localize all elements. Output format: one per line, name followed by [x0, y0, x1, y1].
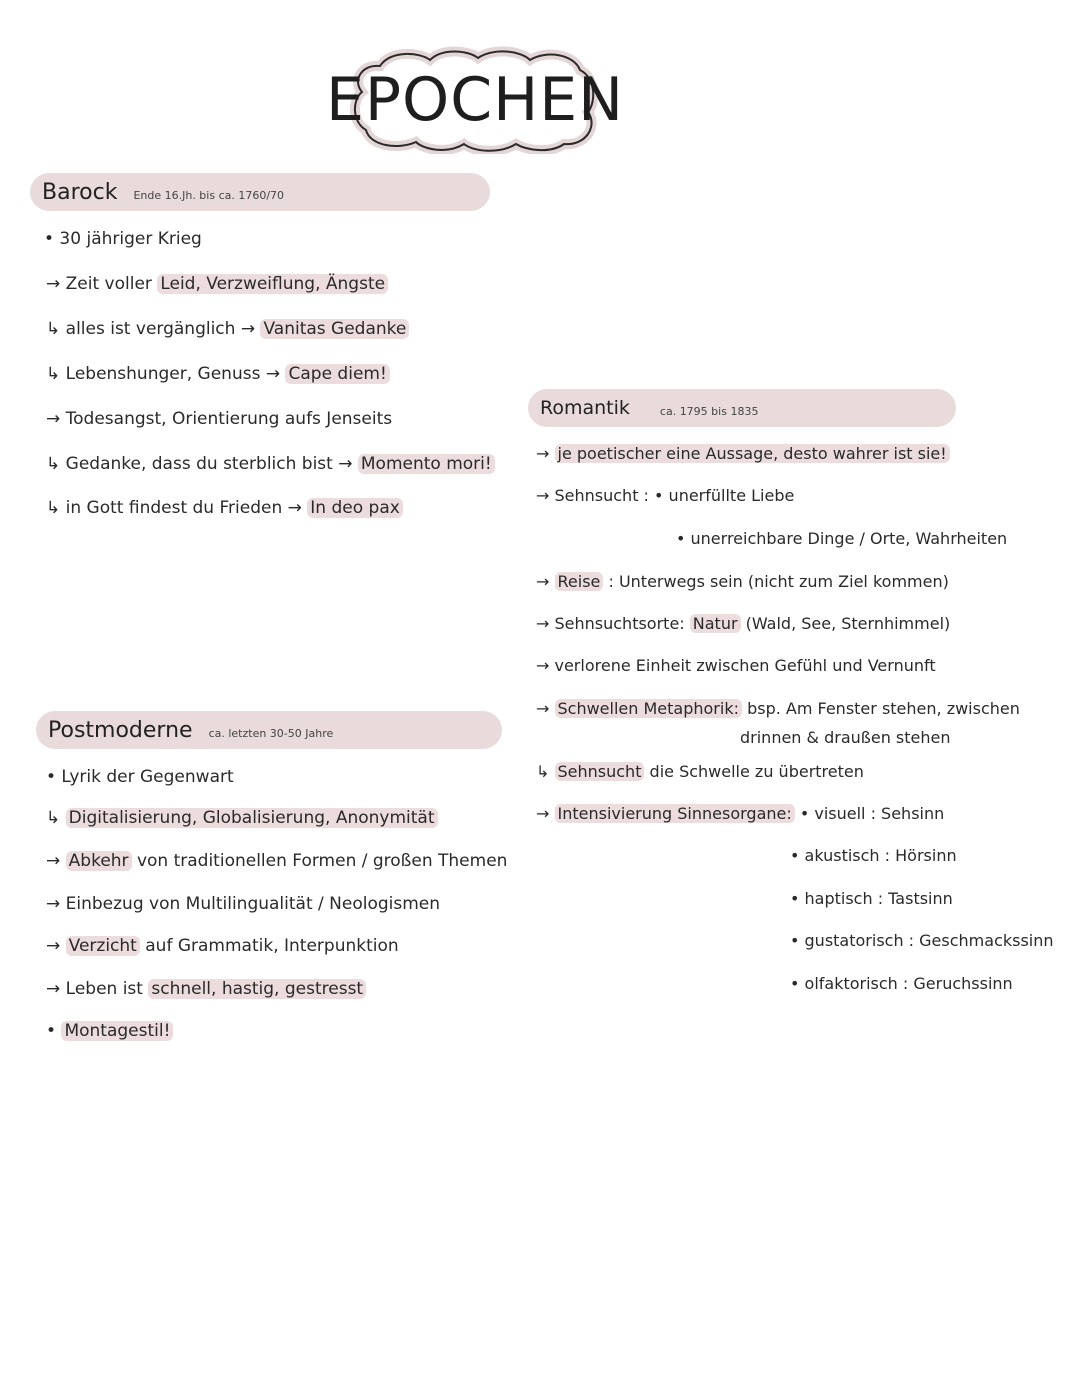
note-text: die Schwelle zu übertreten — [644, 762, 864, 781]
highlighted-text: Natur — [690, 614, 741, 633]
romantik-date: ca. 1795 bis 1835 — [659, 404, 759, 418]
romantik-note-line — [536, 656, 936, 675]
romantik-note-line — [536, 486, 794, 505]
romantik-note-line — [790, 974, 1013, 993]
note-text: → Einbezug von Multilingualität / Neologismen — [46, 894, 441, 914]
postmoderne-note-line — [46, 767, 234, 787]
note-text: ↳ — [536, 762, 555, 781]
barock-note-line — [46, 319, 409, 339]
note-text: • olfaktorisch : Geruchssinn — [790, 974, 1013, 993]
note-text: → — [536, 804, 555, 823]
note-text: → verlorene Einheit zwischen Gefühl und Vernunft — [536, 656, 936, 675]
postmoderne-note-line — [46, 1021, 173, 1041]
barock-note-line — [46, 274, 388, 294]
romantik-title: Romantik — [540, 397, 630, 419]
highlighted-text: Sehnsucht — [555, 762, 645, 781]
postmoderne-header — [36, 711, 502, 749]
romantik-note-line — [536, 614, 950, 633]
highlighted-text: Schwellen Metaphorik: — [555, 699, 742, 718]
romantik-header — [528, 389, 956, 427]
romantik-note-line — [740, 728, 951, 747]
romantik-note-line — [536, 572, 949, 591]
note-text: • akustisch : Hörsinn — [790, 846, 957, 865]
highlighted-text: je poetischer eine Aussage, desto wahrer ist sie! — [555, 444, 950, 463]
barock-note-line — [46, 498, 403, 518]
note-text: ↳ — [46, 808, 66, 828]
note-text: (Wald, See, Sternhimmel) — [740, 614, 951, 633]
note-text: → — [536, 572, 555, 591]
romantik-note-line — [790, 846, 957, 865]
note-text: • visuell : Sehsinn — [794, 804, 945, 823]
note-text: → Todesangst, Orientierung aufs Jenseits — [46, 409, 393, 429]
highlighted-text: Montagestil! — [61, 1021, 173, 1041]
page-title: EPOCHEN — [325, 65, 625, 135]
barock-note-line — [46, 409, 392, 429]
postmoderne-note-line — [46, 936, 399, 956]
note-text: → — [536, 444, 555, 463]
highlighted-text: Leid, Verzweiflung, Ängste — [157, 274, 388, 294]
note-text: • unerreichbare Dinge / Orte, Wahrheiten — [676, 529, 1008, 548]
highlighted-text: Reise — [555, 572, 604, 591]
postmoderne-note-line — [46, 894, 440, 914]
highlighted-text: Momento mori! — [358, 454, 495, 474]
postmoderne-date: ca. letzten 30-50 Jahre — [208, 726, 334, 740]
highlighted-text: Verzicht — [66, 936, 140, 956]
barock-date: Ende 16.Jh. bis ca. 1760/70 — [133, 188, 285, 202]
note-text: • gustatorisch : Geschmackssinn — [790, 931, 1054, 950]
highlighted-text: In deo pax — [307, 498, 403, 518]
romantik-note-line — [536, 804, 944, 823]
highlighted-text: Cape diem! — [285, 364, 389, 384]
romantik-note-line — [790, 889, 953, 908]
note-text: ↳ Lebenshunger, Genuss → — [46, 364, 286, 384]
note-text: • — [46, 1021, 62, 1041]
note-text: ↳ Gedanke, dass du sterblich bist → — [46, 454, 358, 474]
postmoderne-note-line — [46, 851, 507, 871]
postmoderne-note-line — [46, 808, 438, 828]
highlighted-text: Abkehr — [66, 851, 132, 871]
romantik-note-line — [536, 762, 864, 781]
romantik-note-line — [790, 931, 1054, 950]
barock-note-line — [46, 364, 390, 384]
romantik-note-line — [536, 699, 1020, 718]
postmoderne-note-line — [46, 979, 366, 999]
barock-header — [30, 173, 490, 211]
barock-note-line — [44, 229, 202, 249]
note-text: → — [536, 699, 555, 718]
note-text: • 30 jähriger Krieg — [44, 229, 202, 249]
note-text: → Sehnsuchtsorte: — [536, 614, 690, 633]
note-text: → Zeit voller — [46, 274, 158, 294]
romantik-note-line — [676, 529, 1007, 548]
barock-title: Barock — [42, 179, 118, 205]
note-text: • haptisch : Tastsinn — [790, 889, 953, 908]
note-text: ↳ in Gott findest du Frieden → — [46, 498, 308, 518]
barock-note-line — [46, 454, 495, 474]
highlighted-text: schnell, hastig, gestresst — [148, 979, 366, 999]
highlighted-text: Digitalisierung, Globalisierung, Anonymität — [66, 808, 438, 828]
highlighted-text: Intensivierung Sinnesorgane: — [555, 804, 795, 823]
note-text: ↳ alles ist vergänglich → — [46, 319, 261, 339]
note-text: bsp. Am Fenster stehen, zwischen — [741, 699, 1020, 718]
note-text: → — [46, 936, 66, 956]
romantik-note-line — [536, 444, 950, 463]
note-text: → Sehnsucht : • unerfüllte Liebe — [536, 486, 795, 505]
note-text: drinnen & draußen stehen — [740, 728, 951, 747]
note-text: → Leben ist — [46, 979, 149, 999]
note-text: auf Grammatik, Interpunktion — [139, 936, 399, 956]
highlighted-text: Vanitas Gedanke — [260, 319, 409, 339]
note-text: von traditionellen Formen / großen Themen — [131, 851, 508, 871]
postmoderne-title: Postmoderne — [48, 717, 193, 743]
note-text: • Lyrik der Gegenwart — [46, 767, 234, 787]
note-text: → — [46, 851, 66, 871]
note-text: : Unterwegs sein (nicht zum Ziel kommen) — [603, 572, 949, 591]
